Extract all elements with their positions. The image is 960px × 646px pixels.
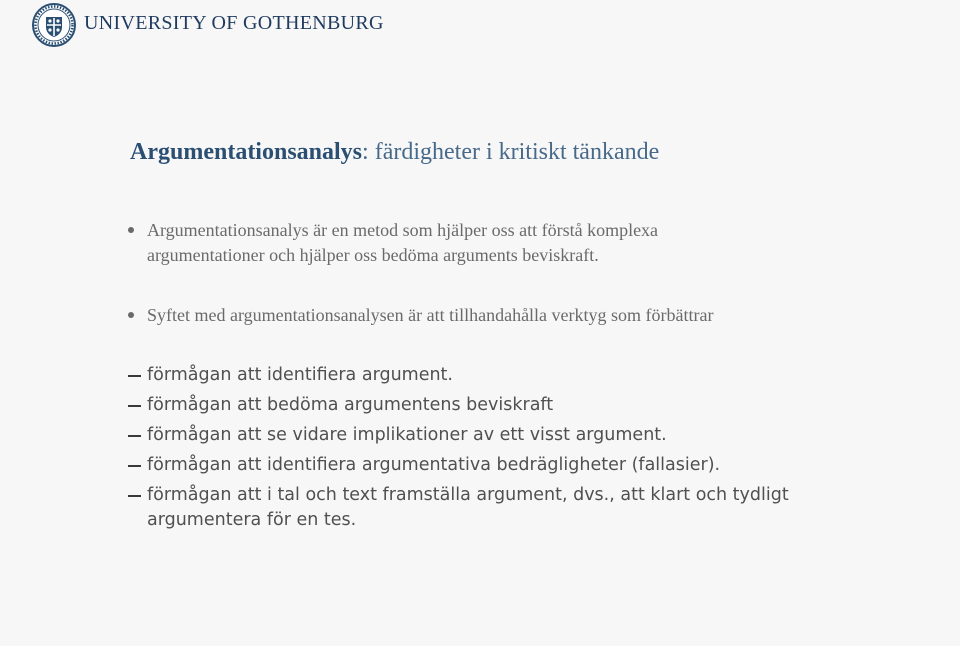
dash-icon (128, 465, 141, 467)
university-name: UNIVERSITY OF GOTHENBURG (84, 12, 384, 34)
subitem-5-line-1: förmågan att i tal och text framställa argument, dvs., att klart och tydligt (147, 485, 789, 505)
title-rest: : färdigheter i kritiskt tänkande (362, 139, 660, 165)
subitem-4: förmågan att identifiera argumentativa bedrägligheter (fallasier). (147, 455, 721, 475)
subitem-2: förmågan att bedöma argumentens beviskraft (147, 395, 554, 415)
subitem-5-line-2: argumentera för en tes. (147, 510, 357, 530)
dash-icon (128, 405, 141, 407)
subitem-1: förmågan att identifiera argument. (147, 365, 453, 385)
bullet-2-line-1: Syftet med argumentationsanalysen är att tillhandahålla verktyg som förbättrar (147, 305, 714, 325)
subitem-3: förmågan att se vidare implikationer av ett visst argument. (147, 425, 667, 445)
bullet-icon (128, 312, 134, 318)
dash-icon (128, 495, 141, 497)
title-bold: Argumentationsanalys (130, 139, 363, 165)
bullet-icon (128, 227, 134, 233)
university-seal-icon (32, 3, 76, 47)
bullet-1-line-1: Argumentationsanalys är en metod som hjälper oss att förstå komplexa (147, 220, 659, 240)
bullet-1-line-2: argumentationer och hjälper oss bedöma arguments beviskraft. (147, 245, 599, 265)
page-title (130, 139, 659, 166)
dash-icon (128, 375, 141, 377)
dash-icon (128, 435, 141, 437)
